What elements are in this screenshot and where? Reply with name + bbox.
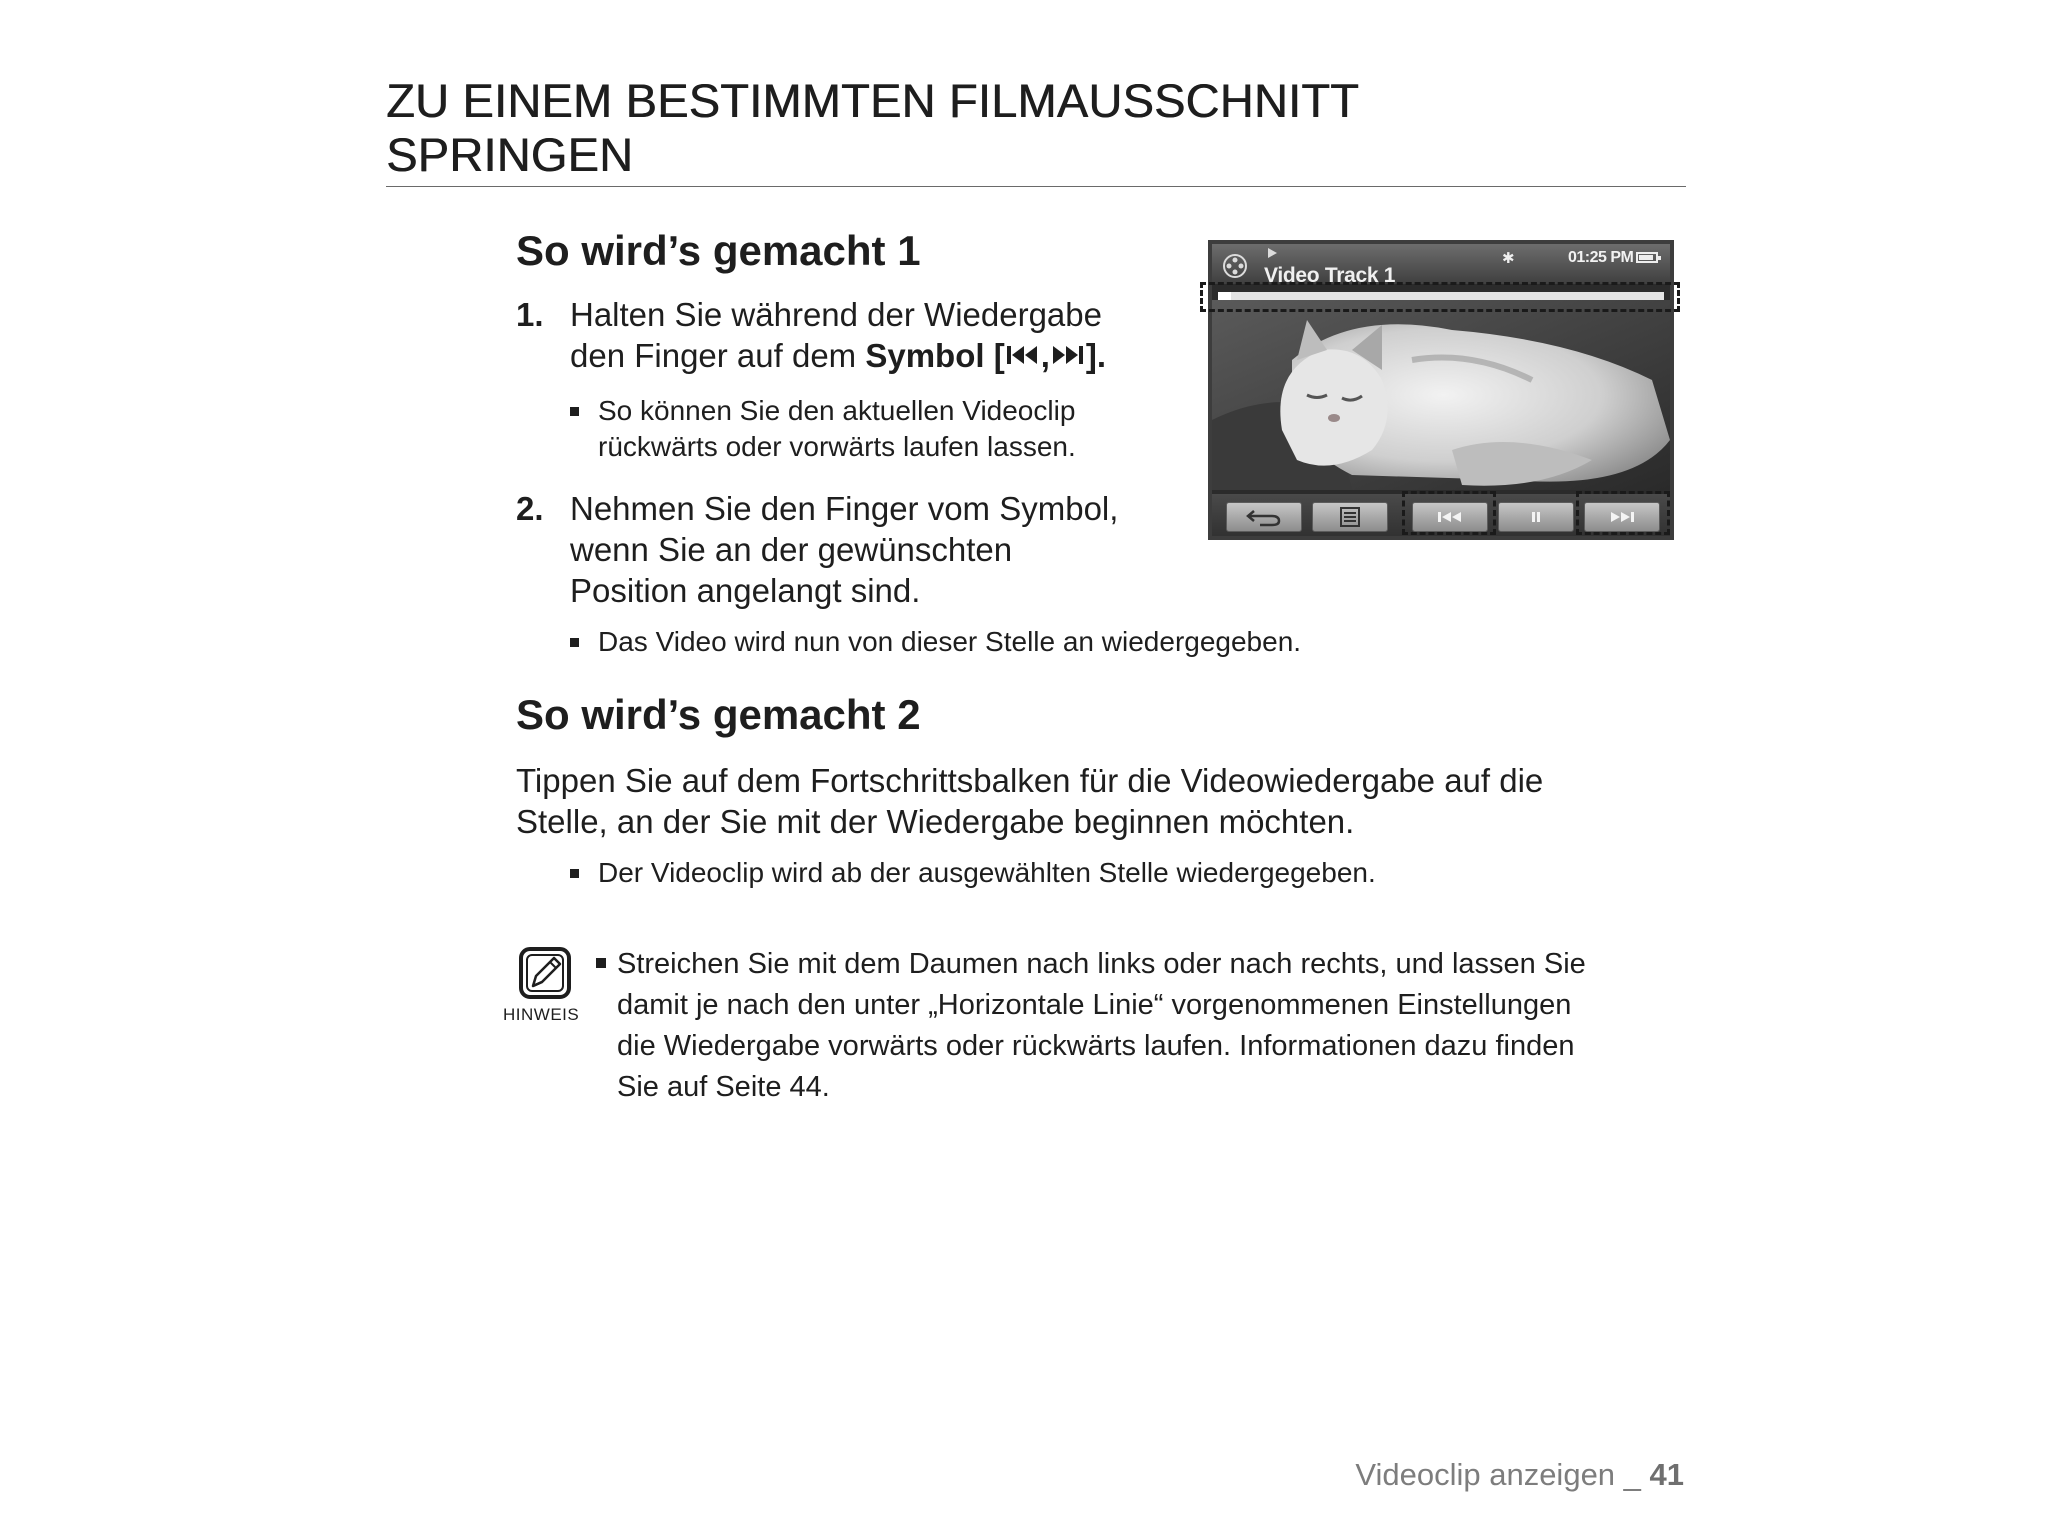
symbol-separator: , xyxy=(1040,337,1050,374)
step-1-bullet-line-1: So können Sie den aktuellen Videoclip xyxy=(598,395,1076,426)
page-title xyxy=(386,74,1686,182)
pause-button[interactable] xyxy=(1498,502,1574,532)
step-2-bullet-text: Das Video wird nun von dieser Stelle an wiedergegeben. xyxy=(598,626,1302,657)
step-2-line-1: Nehmen Sie den Finger vom Symbol, xyxy=(570,490,1119,527)
note-label: HINWEIS xyxy=(503,1005,580,1024)
step-1-line-1: Halten Sie während der Wiedergabe xyxy=(570,296,1102,333)
battery-icon xyxy=(1636,252,1658,263)
note-line-3: die Wiedergabe vorwärts oder rückwärts laufen. Informationen dazu finden xyxy=(617,1030,1575,1062)
method-2-line-2: Stelle, an der Sie mit der Wiedergabe beginnen möchten. xyxy=(516,803,1355,840)
previous-track-icon xyxy=(1005,343,1041,367)
method-2-bullet-text: Der Videoclip wird ab der ausgewählten Stelle wiedergegeben. xyxy=(598,857,1376,888)
list-icon xyxy=(1339,506,1361,528)
next-button-highlight xyxy=(1576,491,1670,535)
bullet-square-icon xyxy=(570,407,579,416)
previous-button-highlight xyxy=(1402,491,1496,535)
method-2-line-1: Tippen Sie auf dem Fortschrittsbalken für die Videowiedergabe auf die xyxy=(516,762,1544,799)
progress-bar-highlight xyxy=(1200,282,1680,312)
step-1-line-2-prefix: den Finger auf dem xyxy=(570,337,866,374)
page-title-line-1: ZU EINEM BESTIMMTEN FILMAUSSCHNITT xyxy=(386,74,1359,127)
step-2-number: 2. xyxy=(516,490,544,527)
bluetooth-icon: ✱ xyxy=(1502,250,1515,267)
back-button[interactable] xyxy=(1226,502,1302,532)
footer-section: Videoclip anzeigen _ xyxy=(1355,1457,1650,1492)
bullet-square-icon xyxy=(570,869,579,878)
note-line-1: Streichen Sie mit dem Daumen nach links oder nach rechts, und lassen Sie xyxy=(617,948,1586,980)
step-1-number: 1. xyxy=(516,296,544,333)
method-1-heading: So wird’s gemacht 1 xyxy=(516,227,921,274)
symbol-end: ]. xyxy=(1085,337,1107,374)
status-bar xyxy=(1212,244,1670,287)
step-1-bullet-line-2: rückwärts oder vorwärts laufen lassen. xyxy=(598,431,1076,462)
bullet-square-icon xyxy=(596,958,606,968)
step-2-line-3: Position angelangt sind. xyxy=(570,572,921,609)
track-title: Video Track 1 xyxy=(1264,264,1396,287)
step-2-text xyxy=(570,488,1118,611)
method-2-paragraph xyxy=(516,760,1543,842)
method-2-heading: So wird’s gemacht 2 xyxy=(516,691,921,738)
note-line-4: Sie auf Seite 44. xyxy=(617,1071,830,1103)
back-icon xyxy=(1246,507,1282,527)
page-footer xyxy=(1355,1457,1684,1493)
video-frame-sleeping-cat xyxy=(1212,300,1670,490)
battery-fill xyxy=(1639,255,1653,260)
play-indicator-icon xyxy=(1268,248,1277,258)
note-line-2: damit je nach den unter „Horizontale Linie“ vorgenommenen Einstellungen xyxy=(617,989,1572,1021)
note-text xyxy=(617,944,1586,1108)
pause-icon xyxy=(1529,510,1543,524)
film-reel-icon xyxy=(1222,253,1248,279)
symbol-label: Symbol [ xyxy=(865,337,1005,374)
step-2-line-2: wenn Sie an der gewünschten xyxy=(570,531,1013,568)
page-title-line-2: SPRINGEN xyxy=(386,128,634,181)
bullet-square-icon xyxy=(570,638,579,647)
list-button[interactable] xyxy=(1312,502,1388,532)
step-1-bullet-text xyxy=(598,393,1076,465)
step-1-line-2 xyxy=(570,335,1106,376)
clock: 01:25 PM xyxy=(1568,249,1634,266)
page-number: 41 xyxy=(1649,1457,1684,1492)
note-pencil-icon xyxy=(518,946,572,1000)
title-divider xyxy=(386,186,1686,187)
step-1-text xyxy=(570,294,1106,376)
next-track-icon xyxy=(1050,343,1086,367)
